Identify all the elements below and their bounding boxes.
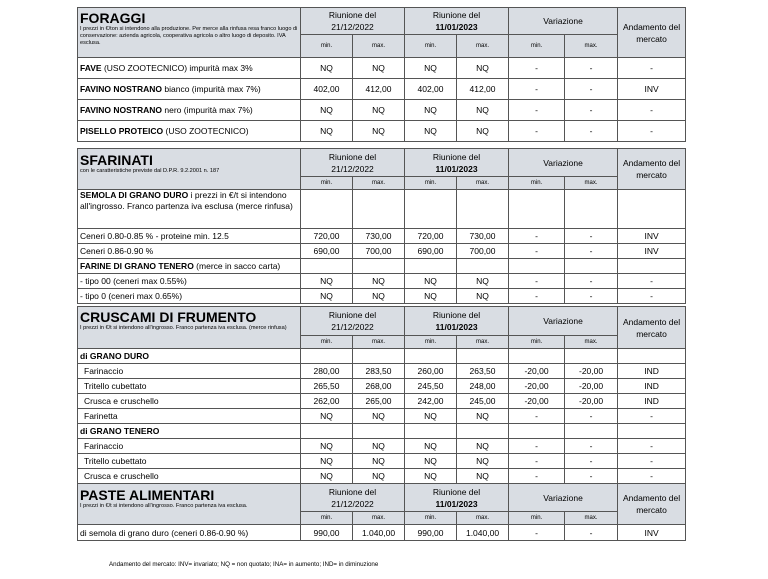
table-row	[78, 58, 686, 79]
min-label: min.	[509, 512, 565, 525]
table-row	[78, 469, 686, 484]
variation-min-cell: -	[509, 58, 565, 79]
max-label: max.	[565, 336, 618, 349]
max-11-01-cell: NQ	[457, 289, 509, 304]
sfarinati-header	[78, 149, 301, 190]
min-21-12-cell: 280,00	[301, 364, 353, 379]
max-21-12-cell: 1.040,00	[353, 525, 405, 541]
row-label: Tritello cubettato	[78, 454, 301, 469]
max-21-12-cell: 283,50	[353, 364, 405, 379]
max-11-01-cell: NQ	[457, 454, 509, 469]
min-21-12-cell: NQ	[301, 289, 353, 304]
section-note: con le caratteristiche previste dal D.P.R. 9.2.2001 n. 187	[80, 168, 220, 174]
max-11-01-cell: NQ	[457, 58, 509, 79]
meeting2-header: Riunione del 11/01/2023	[405, 307, 509, 336]
market-trend-cell: -	[618, 409, 686, 424]
variation-min-cell: -	[509, 409, 565, 424]
max-21-12-cell: 700,00	[353, 244, 405, 259]
min-11-01-cell: 260,00	[405, 364, 457, 379]
row-label: FAVINO NOSTRANO nero (impurità max 7%)	[78, 100, 301, 121]
table-row	[78, 525, 686, 541]
max-21-12-cell: NQ	[353, 58, 405, 79]
variation-max-cell: -	[565, 229, 618, 244]
min-label: min.	[301, 336, 353, 349]
row-label: FAVE (USO ZOOTECNICO) impurità max 3%	[78, 58, 301, 79]
min-label: min.	[301, 35, 353, 58]
row-label: Ceneri 0.86-0.90 %	[78, 244, 301, 259]
meeting1-header: Riunione del 21/12/2022	[301, 307, 405, 336]
max-11-01-cell: 263,50	[457, 364, 509, 379]
row-label: FAVINO NOSTRANO bianco (impurità max 7%)	[78, 79, 301, 100]
meeting2-header: Riunione del 11/01/2023	[405, 149, 509, 177]
max-label: max.	[565, 512, 618, 525]
max-21-12-cell: NQ	[353, 274, 405, 289]
market-trend-cell: -	[618, 439, 686, 454]
max-21-12-cell: 412,00	[353, 79, 405, 100]
min-11-01-cell: 245,50	[405, 379, 457, 394]
market-trend-cell: IND	[618, 364, 686, 379]
max-11-01-cell: 245,00	[457, 394, 509, 409]
min-21-12-cell: 990,00	[301, 525, 353, 541]
section-title: PASTE ALIMENTARI	[80, 487, 215, 503]
row-label: Farinaccio	[78, 364, 301, 379]
max-21-12-cell: NQ	[353, 469, 405, 484]
min-21-12-cell: NQ	[301, 274, 353, 289]
variation-min-cell: -	[509, 469, 565, 484]
max-11-01-cell: NQ	[457, 100, 509, 121]
section-note: I prezzi in €/t si intendono all'ingrosso. Franco partenza iva esclusa. (merce rinfusa)	[80, 325, 287, 331]
variation-max-cell: -	[565, 58, 618, 79]
min-11-01-cell: NQ	[405, 409, 457, 424]
trend-header: Andamento del mercato	[618, 8, 686, 58]
row-label: Farinaccio	[78, 439, 301, 454]
semola-row	[78, 190, 686, 229]
variation-min-cell: -	[509, 289, 565, 304]
cruscami-header	[78, 307, 301, 349]
market-trend-cell: INV	[618, 229, 686, 244]
meeting2-header: Riunione del 11/01/2023	[405, 484, 509, 512]
market-trend-cell: IND	[618, 394, 686, 409]
max-label: max.	[353, 177, 405, 190]
variation-max-cell: -20,00	[565, 364, 618, 379]
section-title: FORAGGI	[80, 10, 146, 26]
table-row	[78, 244, 686, 259]
market-trend-cell: INV	[618, 79, 686, 100]
variation-min-cell: -	[509, 229, 565, 244]
group-label: di GRANO DURO	[78, 349, 301, 364]
row-label: di semola di grano duro (ceneri 0.86-0.90 %)	[78, 525, 301, 541]
variation-min-cell: -	[509, 439, 565, 454]
max-label: max.	[353, 512, 405, 525]
max-21-12-cell: 730,00	[353, 229, 405, 244]
min-21-12-cell: 262,00	[301, 394, 353, 409]
variation-min-cell: -	[509, 244, 565, 259]
min-21-12-cell: NQ	[301, 58, 353, 79]
variation-max-cell: -	[565, 244, 618, 259]
max-11-01-cell: 700,00	[457, 244, 509, 259]
max-11-01-cell: NQ	[457, 439, 509, 454]
min-11-01-cell: NQ	[405, 439, 457, 454]
min-11-01-cell: NQ	[405, 58, 457, 79]
table-row	[78, 100, 686, 121]
variation-max-cell: -	[565, 121, 618, 142]
max-21-12-cell: NQ	[353, 121, 405, 142]
max-11-01-cell: NQ	[457, 469, 509, 484]
min-11-01-cell: 990,00	[405, 525, 457, 541]
row-label: PISELLO PROTEICO (USO ZOOTECNICO)	[78, 121, 301, 142]
variation-min-cell: -20,00	[509, 394, 565, 409]
section-note: I prezzi in €/t si intendono all'ingrosso. Franco partenza iva esclusa.	[80, 503, 248, 509]
variation-max-cell: -	[565, 289, 618, 304]
meeting1-header: Riunione del 21/12/2022	[301, 149, 405, 177]
max-label: max.	[565, 35, 618, 58]
max-11-01-cell: NQ	[457, 274, 509, 289]
min-11-01-cell: NQ	[405, 469, 457, 484]
trend-header: Andamento del mercato	[618, 149, 686, 190]
table-row	[78, 409, 686, 424]
variation-header: Variazione	[509, 307, 618, 336]
max-label: max.	[457, 177, 509, 190]
max-21-12-cell: NQ	[353, 289, 405, 304]
market-trend-cell: -	[618, 454, 686, 469]
trend-header: Andamento del mercato	[618, 307, 686, 349]
section-title: CRUSCAMI DI FRUMENTO	[80, 309, 257, 325]
market-trend-cell: -	[618, 289, 686, 304]
meeting1-header: Riunione del 21/12/2022	[301, 8, 405, 35]
max-label: max.	[353, 35, 405, 58]
min-11-01-cell: NQ	[405, 100, 457, 121]
sfarinati-table	[77, 148, 686, 304]
row-label: Crusca e cruschello	[78, 469, 301, 484]
variation-max-cell: -	[565, 525, 618, 541]
variation-max-cell: -	[565, 274, 618, 289]
farine-row	[78, 259, 686, 274]
variation-header: Variazione	[509, 149, 618, 177]
row-label: - tipo 00 (ceneri max 0.55%)	[78, 274, 301, 289]
row-label: Crusca e cruschello	[78, 394, 301, 409]
variation-max-cell: -	[565, 469, 618, 484]
table-row	[78, 379, 686, 394]
max-11-01-cell: NQ	[457, 409, 509, 424]
min-label: min.	[405, 177, 457, 190]
group-row	[78, 349, 686, 364]
section-note: I prezzi in €/ton si intendono alla produzione. Per merce alla rinfusa resa franco luogo di conservazione: azienda agricola, cooperativa agricola o altro luogo di deposito. IVA esclusa.	[80, 26, 298, 46]
table-row	[78, 454, 686, 469]
table-row	[78, 439, 686, 454]
min-label: min.	[405, 512, 457, 525]
min-11-01-cell: NQ	[405, 289, 457, 304]
table-row	[78, 364, 686, 379]
meeting1-header: Riunione del 21/12/2022	[301, 484, 405, 512]
max-21-12-cell: NQ	[353, 439, 405, 454]
min-21-12-cell: 265,50	[301, 379, 353, 394]
variation-max-cell: -	[565, 439, 618, 454]
table-row	[78, 121, 686, 142]
variation-max-cell: -	[565, 100, 618, 121]
variation-min-cell: -	[509, 525, 565, 541]
table-row	[78, 229, 686, 244]
market-trend-cell: INV	[618, 244, 686, 259]
legend-footer: Andamento del mercato: INV= invariato; NQ = non quotato; INA= in aumento; IND= in diminuzione	[109, 561, 379, 568]
table-row	[78, 79, 686, 100]
min-21-12-cell: 690,00	[301, 244, 353, 259]
max-11-01-cell: 248,00	[457, 379, 509, 394]
min-label: min.	[405, 35, 457, 58]
section-title: SFARINATI	[80, 152, 153, 168]
row-label: Tritello cubettato	[78, 379, 301, 394]
min-label: min.	[509, 336, 565, 349]
market-trend-cell: -	[618, 469, 686, 484]
max-21-12-cell: 265,00	[353, 394, 405, 409]
max-11-01-cell: 730,00	[457, 229, 509, 244]
semola-label: SEMOLA DI GRANO DURO i prezzi in €/t si intendono all'ingrosso. Franco partenza iva esclusa (merce rinfusa)	[78, 190, 301, 229]
meeting2-header: Riunione del 11/01/2023	[405, 8, 509, 35]
max-21-12-cell: NQ	[353, 454, 405, 469]
min-11-01-cell: 242,00	[405, 394, 457, 409]
min-21-12-cell: 720,00	[301, 229, 353, 244]
max-label: max.	[565, 177, 618, 190]
variation-min-cell: -	[509, 121, 565, 142]
min-11-01-cell: NQ	[405, 274, 457, 289]
min-label: min.	[509, 177, 565, 190]
min-21-12-cell: NQ	[301, 409, 353, 424]
min-11-01-cell: 690,00	[405, 244, 457, 259]
variation-max-cell: -	[565, 454, 618, 469]
variation-header: Variazione	[509, 484, 618, 512]
min-21-12-cell: 402,00	[301, 79, 353, 100]
group-row	[78, 424, 686, 439]
paste-header	[78, 484, 301, 525]
trend-header: Andamento del mercato	[618, 484, 686, 525]
variation-max-cell: -20,00	[565, 379, 618, 394]
max-21-12-cell: 268,00	[353, 379, 405, 394]
min-11-01-cell: NQ	[405, 121, 457, 142]
foraggi-table	[77, 7, 686, 142]
min-21-12-cell: NQ	[301, 469, 353, 484]
min-label: min.	[509, 35, 565, 58]
row-label: Ceneri 0.80-0.85 % - proteine min. 12.5	[78, 229, 301, 244]
variation-min-cell: -	[509, 454, 565, 469]
max-21-12-cell: NQ	[353, 409, 405, 424]
row-label: Farinetta	[78, 409, 301, 424]
group-label: di GRANO TENERO	[78, 424, 301, 439]
variation-max-cell: -	[565, 79, 618, 100]
min-label: min.	[301, 512, 353, 525]
min-label: min.	[405, 336, 457, 349]
market-trend-cell: IND	[618, 379, 686, 394]
variation-min-cell: -	[509, 100, 565, 121]
min-11-01-cell: NQ	[405, 454, 457, 469]
foraggi-header	[78, 8, 301, 58]
variation-max-cell: -	[565, 409, 618, 424]
max-11-01-cell: 1.040,00	[457, 525, 509, 541]
variation-min-cell: -20,00	[509, 379, 565, 394]
variation-min-cell: -20,00	[509, 364, 565, 379]
paste-table	[77, 483, 686, 541]
farine-label: FARINE DI GRANO TENERO (merce in sacco carta)	[78, 259, 301, 274]
max-11-01-cell: 412,00	[457, 79, 509, 100]
max-11-01-cell: NQ	[457, 121, 509, 142]
variation-min-cell: -	[509, 79, 565, 100]
variation-max-cell: -20,00	[565, 394, 618, 409]
max-label: max.	[457, 35, 509, 58]
market-trend-cell: -	[618, 100, 686, 121]
min-label: min.	[301, 177, 353, 190]
min-21-12-cell: NQ	[301, 454, 353, 469]
max-21-12-cell: NQ	[353, 100, 405, 121]
max-label: max.	[457, 512, 509, 525]
market-trend-cell: -	[618, 58, 686, 79]
row-label: - tipo 0 (ceneri max 0.65%)	[78, 289, 301, 304]
market-trend-cell: INV	[618, 525, 686, 541]
min-21-12-cell: NQ	[301, 439, 353, 454]
max-label: max.	[457, 336, 509, 349]
variation-min-cell: -	[509, 274, 565, 289]
variation-header: Variazione	[509, 8, 618, 35]
min-21-12-cell: NQ	[301, 121, 353, 142]
market-trend-cell: -	[618, 274, 686, 289]
min-21-12-cell: NQ	[301, 100, 353, 121]
table-row	[78, 274, 686, 289]
max-label: max.	[353, 336, 405, 349]
market-trend-cell: -	[618, 121, 686, 142]
table-row	[78, 394, 686, 409]
cruscami-table	[77, 306, 686, 484]
min-11-01-cell: 402,00	[405, 79, 457, 100]
table-row	[78, 289, 686, 304]
min-11-01-cell: 720,00	[405, 229, 457, 244]
